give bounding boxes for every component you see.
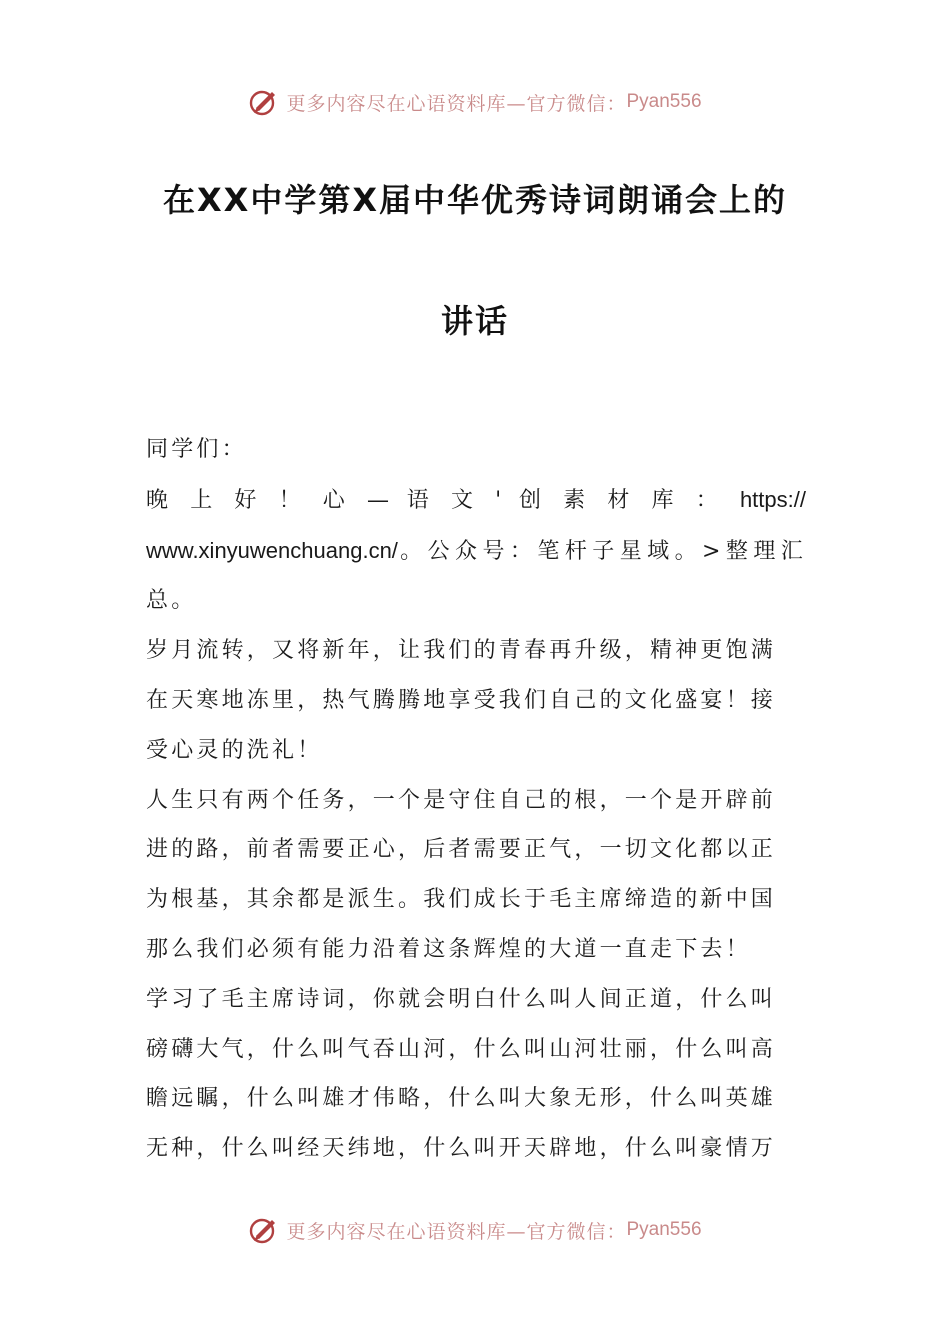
paragraph-line: 为根基，其余都是派生。我们成长于毛主席缔造的新中国: [146, 887, 777, 913]
greeting-text: 晚 上 好 ！ 心 — 语 文 ' 创 素 材 库 ：: [146, 487, 726, 513]
header-banner: [0, 82, 950, 122]
greeting-wechat-text: 。公众号：笔杆子星域。>整理汇: [397, 538, 806, 564]
paragraph-line: 瞻远瞩，什么叫雄才伟略，什么叫大象无形，什么叫英雄: [146, 1086, 777, 1112]
paragraph-line: 进的路，前者需要正心，后者需要正气，一切文化都以正: [146, 837, 777, 863]
banner-text: 更多内容尽在心语资料库—官方微信：: [286, 1220, 627, 1243]
document-title-line-1: 在XX中学第X届中华优秀诗词朗诵会上的: [162, 181, 788, 219]
paragraph-line: 在天寒地冻里，热气腾腾地享受我们自己的文化盛宴！接: [146, 687, 777, 713]
paragraph-line: 学习了毛主席诗词，你就会明白什么叫人间正道，什么叫: [146, 986, 777, 1012]
paragraph-line: 无种，什么叫经天纬地，什么叫开天辟地，什么叫豪情万: [146, 1136, 777, 1162]
banner-text: 更多内容尽在心语资料库—官方微信：: [286, 92, 627, 115]
salutation: 同学们：: [146, 437, 247, 462]
greeting-url-part-1: https://: [739, 486, 806, 512]
pen-circle-logo-icon: [248, 1214, 280, 1246]
paragraph-line: 那么我们必须有能力沿着这条辉煌的大道一直走下去！: [146, 936, 751, 962]
document-title-line-2: 讲话: [440, 302, 509, 340]
paragraph-line: 人生只有两个任务，一个是守住自己的根，一个是开辟前: [146, 787, 777, 813]
paragraph-line: 磅礴大气，什么叫气吞山河，什么叫山河壮丽，什么叫高: [146, 1036, 777, 1062]
greeting-line-2: [146, 526, 806, 577]
footer-banner: [0, 1210, 950, 1250]
greeting-url-part-2: www.xinyuwenchuang.cn/: [146, 537, 398, 563]
banner-wechat-id: Pyan556: [626, 1219, 702, 1240]
greeting-line-3: 总。: [146, 588, 197, 614]
paragraph-line: 岁月流转，又将新年，让我们的青春再升级，精神更饱满: [146, 638, 777, 664]
banner-wechat-id: Pyan556: [626, 91, 702, 112]
paragraph-line: 受心灵的洗礼！: [146, 737, 323, 763]
pen-circle-logo-icon: [248, 86, 280, 118]
speech-body: [146, 425, 806, 1174]
greeting-line-1: [146, 475, 806, 526]
